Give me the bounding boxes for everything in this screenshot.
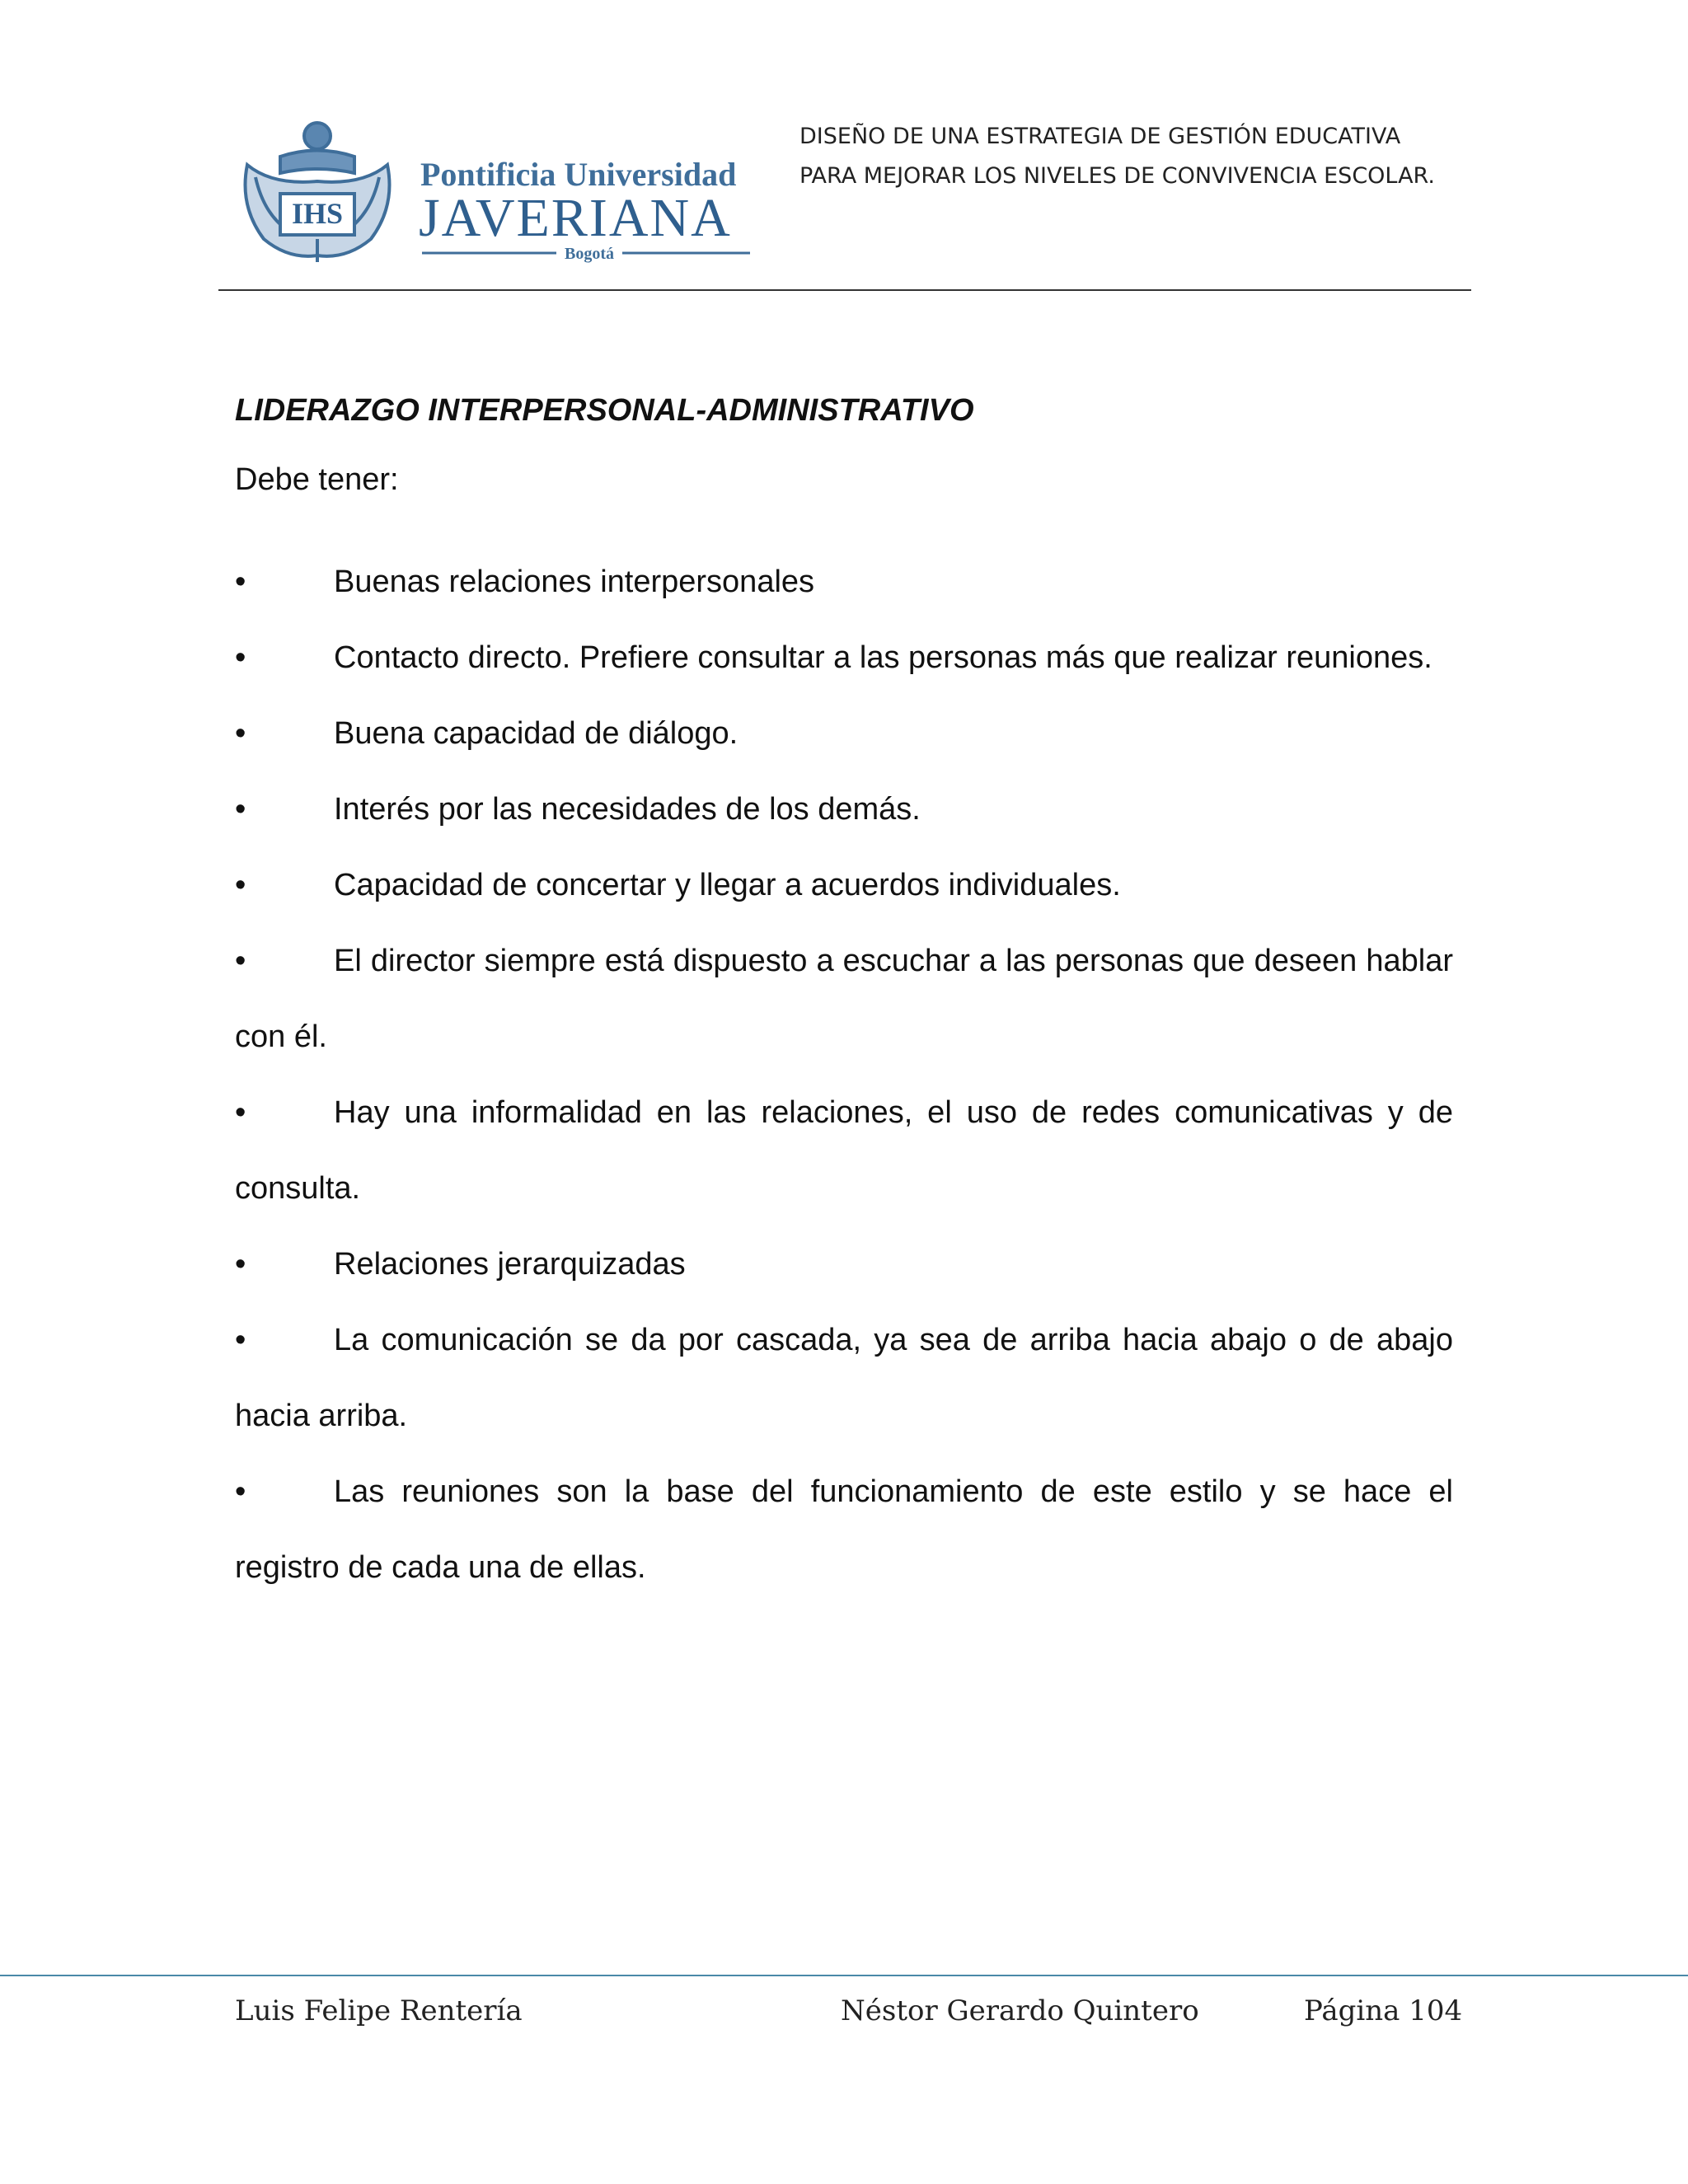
bullet-icon: • — [235, 868, 246, 902]
list-item — [235, 771, 1453, 847]
list-item — [235, 620, 1453, 696]
list-item-text: Las reuniones son la base del funcionamiento de este estilo y se hace el registro de cada una de ellas. — [235, 1474, 1453, 1585]
list-item — [235, 1454, 1453, 1605]
list-item — [235, 1075, 1453, 1226]
bullet-icon: • — [235, 565, 246, 599]
document-title-line-2: PARA MEJORAR LOS NIVELES DE CONVIVENCIA ESCOLAR. — [799, 163, 1435, 189]
list-item-text: Relaciones jerarquizadas — [334, 1247, 686, 1282]
crest-icon — [246, 123, 390, 262]
page-number: Página 104 — [1304, 1994, 1463, 2027]
list-item — [235, 923, 1453, 1075]
list-item-text: La comunicación se da por cascada, ya sea de arriba hacia abajo o de abajo hacia arriba. — [235, 1323, 1453, 1433]
list-item-text: Contacto directo. Prefiere consultar a las personas más que realizar reuniones. — [334, 640, 1432, 675]
footer-divider — [0, 1975, 1688, 1976]
list-item-text: Buenas relaciones interpersonales — [334, 565, 815, 599]
section-title: LIDERAZGO INTERPERSONAL-ADMINISTRATIVO — [235, 393, 974, 428]
list-item — [235, 1302, 1453, 1454]
document-title-line-1: DISEÑO DE UNA ESTRATEGIA DE GESTIÓN EDUCATIVA — [799, 124, 1401, 149]
bullet-icon: • — [235, 1095, 246, 1130]
bullet-icon: • — [235, 1323, 246, 1357]
list-item-text: Interés por las necesidades de los demás. — [334, 792, 921, 827]
logo-line-2: JAVERIANA — [419, 188, 732, 248]
university-logo — [231, 115, 758, 264]
page-header — [218, 107, 1471, 272]
list-item-text: Hay una informalidad en las relaciones, el uso de redes comunicativas y de consulta. — [235, 1095, 1453, 1206]
bullet-icon: • — [235, 1247, 246, 1282]
bullet-icon: • — [235, 716, 246, 751]
footer-author-2: Néstor Gerardo Quintero — [841, 1994, 1199, 2027]
list-item — [235, 696, 1453, 771]
list-item — [235, 544, 1453, 620]
footer-author-1: Luis Felipe Rentería — [235, 1994, 523, 2027]
bullet-icon: • — [235, 640, 246, 675]
bullet-icon: • — [235, 1474, 246, 1509]
bullet-icon: • — [235, 944, 246, 978]
document-title — [799, 117, 1475, 196]
bullet-list — [235, 544, 1453, 1605]
list-item — [235, 1226, 1453, 1302]
intro-text: Debe tener: — [235, 462, 399, 497]
list-item-text: El director siempre está dispuesto a escuchar a las personas que deseen hablar con él. — [235, 944, 1453, 1054]
header-divider — [218, 289, 1471, 291]
page-content — [235, 379, 1453, 1605]
crest-monogram: IHS — [291, 197, 344, 230]
bullet-icon: • — [235, 792, 246, 827]
list-item-text: Capacidad de concertar y llegar a acuerdos individuales. — [334, 868, 1121, 902]
logo-line-1: Pontificia Universidad — [420, 156, 737, 193]
list-item — [235, 847, 1453, 923]
logo-line-3: Bogotá — [565, 245, 614, 263]
list-item-text: Buena capacidad de diálogo. — [334, 716, 738, 751]
